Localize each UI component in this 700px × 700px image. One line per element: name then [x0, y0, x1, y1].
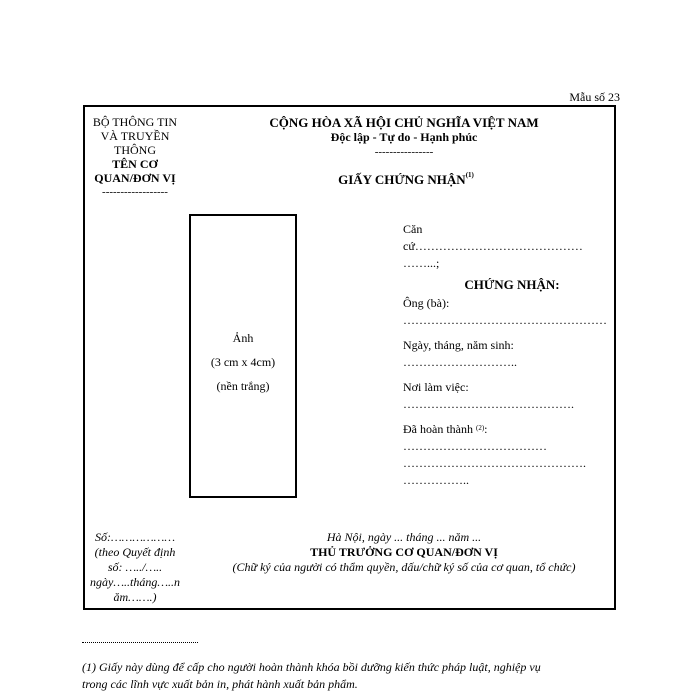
national-title: CỘNG HÒA XÃ HỘI CHỦ NGHĨA VIỆT NAM — [269, 115, 539, 130]
completed-colon: : — [484, 422, 488, 436]
completed-label: Đã hoàn thành — [403, 422, 473, 436]
decision-number-block — [83, 530, 187, 605]
unit-name-line: TÊN CƠ — [112, 157, 158, 171]
decision-line: (theo Quyết định — [94, 545, 176, 559]
signature-note: (Chữ ký của người có thẩm quyền, dấu/chữ ký số của cơ quan, tổ chức) — [232, 560, 576, 574]
completed-row — [403, 421, 617, 438]
name-dots: …………………………………………… — [403, 313, 607, 327]
signer-title: THỦ TRƯỞNG CƠ QUAN/ĐƠN VỊ — [310, 545, 498, 559]
completed-dots: ………………………………………. — [403, 456, 586, 470]
footnote-line: (1) Giấy này dùng để cấp cho người hoàn thành khóa bồi dưỡng kiến thức pháp luật, nghiệp vụ — [82, 660, 541, 674]
number-line: Số:……………… — [94, 530, 175, 544]
dob-label: Ngày, tháng, năm sinh: — [403, 338, 514, 352]
name-label: Ông (bà): — [403, 296, 450, 310]
agency-separator: ------------------ — [102, 186, 168, 198]
certificate-title-text: GIẤY CHỨNG NHẬN — [338, 172, 466, 187]
certificate-fields — [403, 221, 617, 489]
certificate-title-note: (1) — [465, 171, 474, 179]
photo-size: (3 cm x 4cm) — [210, 355, 276, 369]
agency-line: VÀ TRUYỀN — [100, 129, 170, 143]
place-date: Hà Nội, ngày ... tháng ... năm ... — [326, 530, 482, 544]
basis-label: Căn — [403, 222, 423, 236]
agency-line: BỘ THÔNG TIN — [92, 115, 178, 129]
basis-dots-end: ……...; — [403, 256, 440, 270]
form-number: Mẫu số 23 — [569, 90, 620, 104]
photo-background: (nền trắng) — [216, 379, 270, 393]
footnote — [82, 659, 627, 693]
decision-line: ăm…….) — [113, 590, 157, 604]
footnote-divider — [82, 642, 198, 643]
certificate-title — [260, 172, 552, 188]
agency-header — [83, 115, 187, 199]
completed-dots: …………….. — [403, 473, 469, 487]
national-header — [200, 115, 608, 159]
decision-line: ngày…..tháng…..n — [90, 575, 180, 589]
basis-dots: cứ…………………………………… — [403, 239, 583, 253]
certifies-heading: CHỨNG NHẬN: — [464, 277, 560, 292]
decision-line: số: …../….. — [107, 560, 163, 574]
footnote-line: trong các lĩnh vực xuất bản in, phát hành xuất bản phẩm. — [82, 677, 358, 691]
dob-dots: ……………………….. — [403, 355, 517, 369]
agency-line: THÔNG — [114, 143, 156, 157]
workplace-dots: ……………………………………. — [403, 397, 574, 411]
completed-dots: ……………………………… — [403, 439, 547, 453]
photo-caption — [189, 326, 297, 398]
photo-label: Ảnh — [232, 331, 254, 345]
completed-note: (2) — [475, 424, 485, 432]
workplace-label: Nơi làm việc: — [403, 380, 469, 394]
unit-name-line: QUAN/ĐƠN VỊ — [94, 171, 176, 185]
national-motto: Độc lập - Tự do - Hạnh phúc — [330, 130, 478, 144]
national-separator: ---------------- — [374, 146, 434, 158]
signature-block — [200, 530, 608, 575]
